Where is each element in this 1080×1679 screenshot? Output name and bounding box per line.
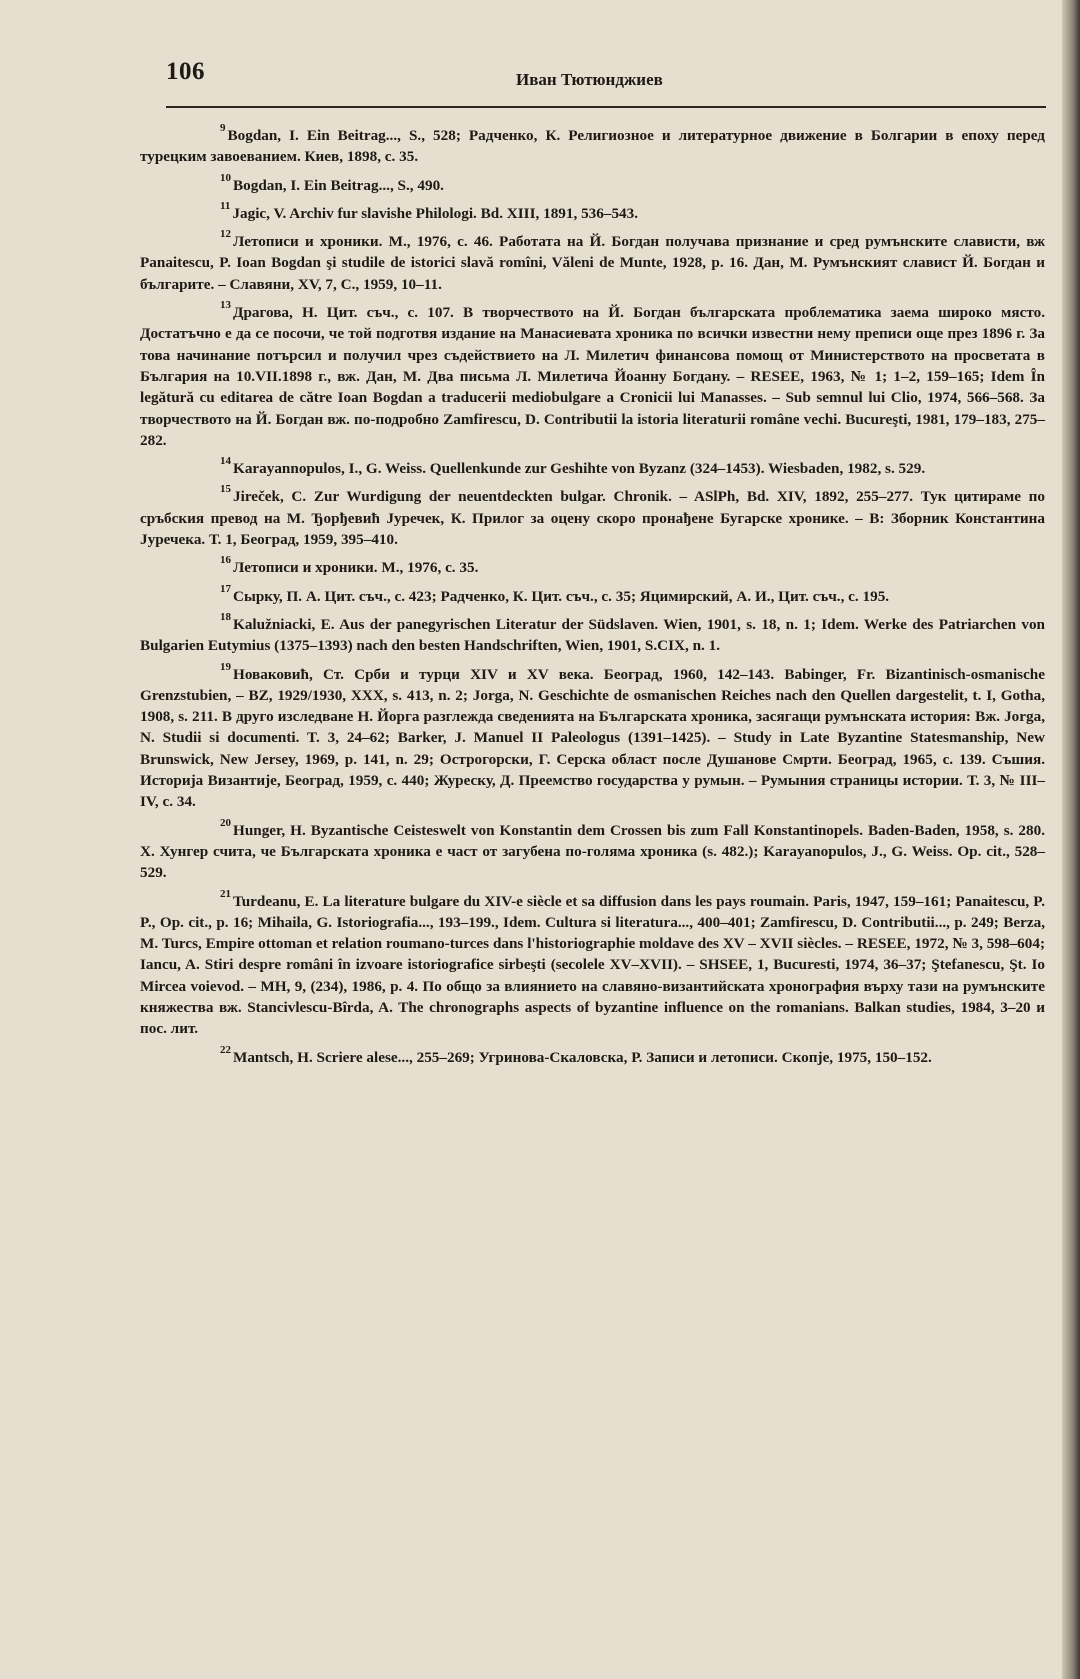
footnote-number: 14	[220, 455, 231, 468]
footnote-number: 20	[220, 816, 231, 829]
footnote-number: 15	[220, 483, 231, 496]
footnote-text: Летописи и хроники. М., 1976, с. 46. Работата на Й. Богдан получава признание и сред румънските слависти, вж Panaitescu, P. Ioan Bogdan şi studile de istorici slavă romîni, Văleni de Munte, 1928, p. 16. Дан, М. Румънският славист Й. Богдан и българите. – Славяни, XV, 7, С., 1959, 10–11.	[140, 233, 1045, 293]
footnote-text: Новаковић, Ст. Срби и турци XIV и XV века. Београд, 1960, 142–143. Babinger, Fr. Bizantinisch-osmanische Grenzstubien, – BZ, 1929/1930, XXX, s. 413, n. 2; Jorga, N. Geschichte de osmanischen Reiches nach den Quellen dargestelit, t. I, Gotha, 1908, s. 211. В друго изследване Н. Йорга разглежда сведенията на Българската хроника, засягащи румънската история: Вж. Jorga, N. Studii si documenti. T. 3, 24–62; Barker, J. Manuel II Paleologus (1391–1425). – Study in Late Byzantine Statesmanship, New Brunswick, New Jersey, 1969, p. 141, n. 29; Острогорски, Г. Серска област после Душанове Смрти. Београд, 1965, с. 139. Съшия. Историја Византије, Београд, 1959, с. 440; Журеску, Д. Преемство государства у румын. – Румыния страницы истории. Т. 3, № III–IV, с. 34.	[140, 665, 1045, 811]
footnote-number: 19	[220, 660, 231, 673]
footnote-text: Jireček, C. Zur Wurdigung der neuentdeckten bulgar. Chronik. – ASlPh, Bd. XIV, 1892, 255–277. Тук цитираме по сръбския превод на М. Ђорђевић Јуречек, К. Прилог за оцену скоро пронађене Бугарске хронике. – В: Зборник Константина Јуречека. Т. 1, Београд, 1959, 395–410.	[140, 488, 1045, 549]
footnote-number: 9	[220, 122, 226, 134]
page-header	[166, 58, 1046, 102]
footnote-number: 21	[220, 887, 231, 900]
footnote-text: Kalužniacki, E. Aus der panegyrischen Literatur der Südslaven. Wien, 1901, s. 18, n. 1; Idem. Werke des Patriarchen von Bulgarien Eutymius (1375–1393) nach den besten Handschriften, Wien, 1901, S.CIX, n. 1.	[140, 615, 1045, 655]
footnote-text: Летописи и хроники. М., 1976, с. 35.	[233, 559, 479, 577]
footnotes	[140, 118, 1045, 1068]
footnote-number: 22	[220, 1043, 231, 1056]
footnote-number: 13	[220, 299, 231, 312]
footnote	[140, 295, 1045, 451]
footnote-text: Mantsch, H. Scriere alese..., 255–269; Угринова-Скаловска, Р. Записи и летописи. Скопје, 1975, 150–152.	[233, 1048, 932, 1066]
footnote	[140, 168, 1045, 196]
footnote	[140, 550, 1045, 578]
footnote-number: 11	[220, 199, 231, 212]
footnote	[140, 657, 1045, 813]
footnote	[140, 118, 1045, 168]
footnote	[140, 813, 1045, 884]
footnote	[140, 1040, 1045, 1068]
book-spine-shadow	[1062, 0, 1080, 1679]
page-number: 106	[166, 58, 205, 85]
footnote-text: Драгова, Н. Цит. съч., с. 107. В творчеството на Й. Богдан българската проблематика заема широко място. Достатъчно е да се посочи, че той подготвя издание на Манасиевата хроника по всички известни нему преписи още през 1896 г. За това начинание потърсил и получил чрез съдействието на Л. Милетич финансова помощ от Министерството на просветата в България на 10.VII.1898 г., вж. Дан, М. Два письма Л. Милетича Йоанну Богдану. – RESEE, 1963, № 1; 1–2, 159–165; Idem În legătură cu editarea de către Ioan Bogdan a traducerii mediobulgare a Cronicii lui Manasses. – Sub semnul lui Clio, 1974, 566–568. За творчеството на Й. Богдан вж. по-подробно Zamfirescu, D. Contributii la istoria literaturii române vechi. Bucureşti, 1981, 179–183, 275–282.	[140, 304, 1045, 449]
footnote	[140, 224, 1045, 295]
footnote	[140, 451, 1045, 479]
footnote-number: 16	[220, 554, 231, 567]
running-head: Иван Тютюнджиев	[516, 70, 663, 89]
header-rule	[166, 106, 1046, 108]
footnote	[140, 607, 1045, 657]
footnote-number: 10	[220, 171, 231, 184]
footnote-number: 12	[220, 228, 231, 241]
footnote-text: Jagic, V. Archiv fur slavishe Philologi. Bd. XIII, 1891, 536–543.	[232, 204, 639, 222]
footnote-text: Bogdan, I. Ein Beitrag..., S., 528; Радченко, К. Религиозное и литературное движение в Болгарии в епоху перед турецким завоеванием. Киев, 1898, с. 35.	[140, 127, 1045, 166]
footnote	[140, 479, 1045, 550]
footnote-number: 17	[220, 582, 231, 595]
footnote	[140, 579, 1045, 607]
footnote	[140, 884, 1045, 1040]
footnote-text: Сырку, П. А. Цит. съч., с. 423; Радченко, К. Цит. съч., с. 35; Яцимирский, А. И., Цит. съч., с. 195.	[233, 587, 890, 605]
footnote-number: 18	[220, 610, 231, 623]
footnote-text: Karayannopulos, I., G. Weiss. Quellenkunde zur Geshihte von Byzanz (324–1453). Wiesbaden, 1982, s. 529.	[233, 460, 926, 478]
footnote-text: Bogdan, I. Ein Beitrag..., S., 490.	[233, 176, 444, 194]
footnote-text: Hunger, H. Byzantische Ceisteswelt von Konstantin dem Crossen bis zum Fall Konstantinopels. Baden-Baden, 1958, s. 280. Х. Хунгер счита, че Българската хроника е част от загубена по-голяма хроника (s. 482.); Karayanopulos, J., G. Weiss. Op. cit., 528–529.	[140, 821, 1045, 882]
footnote-text: Turdeanu, E. La literature bulgare du XIV-e siècle et sa diffusion dans les pays roumain. Paris, 1947, 159–161; Panaitescu, P. P., Op. cit., p. 16; Mihaila, G. Istoriografia..., 193–199., Idem. Cultura si literatura..., 400–401; Zamfirescu, D. Contributii..., p. 249; Berza, M. Turcs, Empire ottoman et relation roumano-turces dans l'historiographie moldave des XV – XVII siècles. – RESEE, 1972, № 3, 598–604; Iancu, A. Stiri despre români în izvoare istoriografice sirbeşti (secolele XV–XVII). – SHSEE, 1, Bucuresti, 1974, 36–37; Ştefanescu, Şt. Io Mircea voievod. – MH, 9, (234), 1986, p. 4. По общо за влиянието на славяно-византийската хронография върху тази на румънските княжества вж. Stancivlescu-Bîrda, A. The chronographs aspects of byzantine influence on the romanians. Balkan studies, 1984, 3–20 и пос. лит.	[140, 892, 1045, 1038]
footnote	[140, 196, 1045, 224]
